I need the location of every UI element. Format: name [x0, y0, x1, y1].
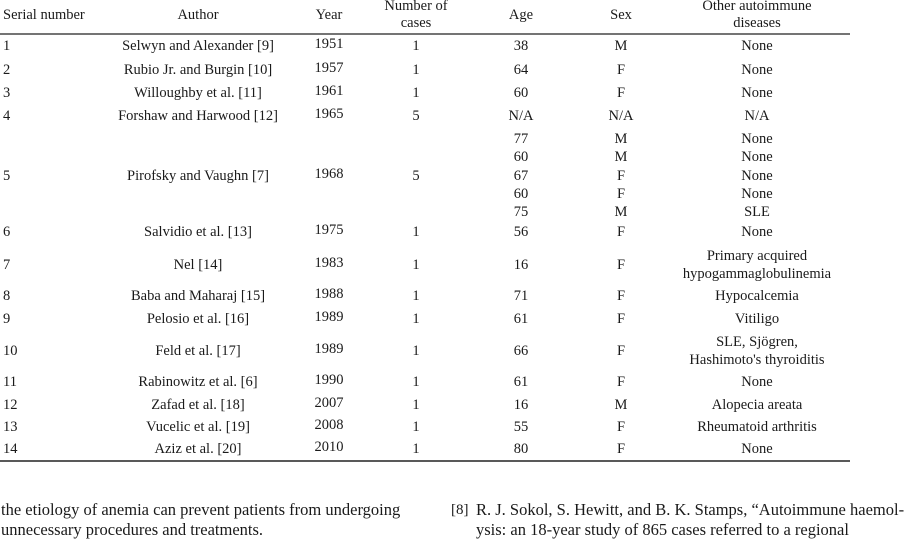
diseases-cell: N/A — [744, 108, 770, 124]
serial-number-cell: 4 — [3, 108, 11, 124]
header-year: Year — [315, 7, 343, 23]
sex-cell: F — [616, 62, 626, 78]
year-cell: 1961 — [314, 83, 344, 99]
cases-cell: 5 — [412, 167, 420, 184]
age-cell: 60 — [513, 185, 529, 202]
serial-number-cell: 5 — [3, 167, 11, 184]
header-number-of-cases-line2: cases — [400, 15, 432, 31]
author-cell: Willoughby et al. [11] — [134, 85, 262, 101]
diseases-cell: None — [741, 38, 773, 54]
author-cell: Vucelic et al. [19] — [146, 419, 250, 435]
year-cell: 2010 — [314, 439, 344, 455]
header-other-diseases-line1: Other autoimmune — [702, 0, 812, 14]
header-author: Author — [177, 7, 219, 23]
serial-number-cell: 13 — [3, 419, 18, 435]
reference-line-2: ysis: an 18-year study of 865 cases referred to a regional — [476, 520, 849, 539]
sex-cell: M — [614, 131, 628, 147]
cases-cell: 1 — [412, 374, 420, 390]
age-cell: 60 — [513, 85, 529, 101]
age-cell: 64 — [513, 62, 529, 78]
serial-number-cell: 3 — [3, 85, 11, 101]
author-cell: Salvidio et al. [13] — [144, 224, 252, 240]
diseases-cell: None — [741, 131, 773, 147]
year-cell: 1988 — [314, 286, 344, 302]
cases-cell: 1 — [412, 441, 420, 457]
diseases-cell: Hashimoto's thyroiditis — [689, 352, 825, 368]
diseases-cell: Vitiligo — [734, 311, 780, 327]
author-cell: Aziz et al. [20] — [154, 441, 242, 457]
serial-number-cell: 12 — [3, 397, 18, 413]
year-cell: 1957 — [314, 60, 344, 76]
year-cell: 2008 — [314, 417, 344, 433]
cases-cell: 1 — [412, 62, 420, 78]
age-cell: 60 — [513, 149, 529, 166]
serial-number-cell: 11 — [3, 374, 17, 390]
serial-number-cell: 9 — [3, 311, 11, 327]
diseases-cell: None — [741, 62, 773, 78]
diseases-cell: SLE, Sjögren, — [716, 334, 798, 350]
diseases-cell: hypogammaglobulinemia — [682, 266, 832, 282]
serial-number-cell: 6 — [3, 224, 11, 240]
diseases-cell: None — [741, 167, 773, 184]
year-cell: 1989 — [314, 341, 344, 357]
author-cell: Zafad et al. [18] — [151, 397, 245, 413]
age-cell: 38 — [513, 38, 529, 54]
diseases-cell: None — [741, 441, 773, 457]
sex-cell: N/A — [608, 108, 634, 124]
sex-cell: F — [616, 185, 626, 202]
cases-cell: 1 — [412, 419, 420, 435]
author-cell: Feld et al. [17] — [155, 343, 241, 359]
sex-cell: F — [616, 224, 626, 240]
sex-cell: F — [616, 419, 626, 435]
diseases-cell: Primary acquired — [706, 248, 808, 264]
reference-number: [8] — [451, 502, 469, 518]
body-paragraph-line-1: the etiology of anemia can prevent patients from undergoing — [1, 500, 401, 519]
serial-number-cell: 14 — [3, 441, 18, 457]
sex-cell: M — [614, 38, 628, 54]
age-cell: N/A — [508, 108, 534, 124]
header-age: Age — [508, 7, 534, 23]
cases-cell: 1 — [412, 397, 420, 413]
author-cell: Rubio Jr. and Burgin [10] — [123, 62, 273, 78]
diseases-cell: None — [741, 185, 773, 202]
author-cell: Rabinowitz et al. [6] — [138, 374, 258, 390]
serial-number-cell: 1 — [3, 38, 11, 54]
diseases-cell: Alopecia areata — [711, 397, 803, 413]
sex-cell: F — [616, 311, 626, 327]
cases-cell: 1 — [412, 343, 420, 359]
age-cell: 61 — [513, 311, 529, 327]
age-cell: 56 — [513, 224, 529, 240]
age-cell: 77 — [513, 131, 529, 147]
author-cell: Forshaw and Harwood [12] — [118, 108, 278, 124]
year-cell: 1965 — [314, 106, 344, 122]
sex-cell: F — [616, 288, 626, 304]
header-number-of-cases-line1: Number of — [384, 0, 448, 14]
year-cell: 1968 — [314, 165, 344, 182]
author-cell: Baba and Maharaj [15] — [130, 288, 266, 304]
sex-cell: M — [614, 397, 628, 413]
author-cell: Pirofsky and Vaughn [7] — [127, 167, 269, 184]
author-cell: Nel [14] — [173, 257, 223, 273]
diseases-cell: SLE — [744, 204, 770, 221]
author-cell: Selwyn and Alexander [9] — [122, 38, 274, 54]
diseases-cell: None — [741, 85, 773, 101]
serial-number-cell: 2 — [3, 62, 11, 78]
serial-number-cell: 7 — [3, 257, 11, 273]
sex-cell: F — [616, 85, 626, 101]
serial-number-cell: 10 — [3, 343, 18, 359]
sex-cell: F — [616, 441, 626, 457]
age-cell: 16 — [513, 257, 529, 273]
cases-cell: 1 — [412, 38, 420, 54]
sex-cell: F — [616, 374, 626, 390]
age-cell: 80 — [513, 441, 529, 457]
cases-cell: 5 — [412, 108, 420, 124]
age-cell: 71 — [513, 288, 529, 304]
author-cell: Pelosio et al. [16] — [146, 311, 250, 327]
age-cell: 16 — [513, 397, 529, 413]
age-cell: 67 — [513, 167, 529, 184]
age-cell: 75 — [513, 204, 529, 221]
serial-number-cell: 8 — [3, 288, 11, 304]
cases-cell: 1 — [412, 288, 420, 304]
cases-cell: 1 — [412, 85, 420, 101]
diseases-cell: None — [741, 149, 773, 166]
sex-cell: M — [614, 149, 628, 166]
year-cell: 1951 — [314, 36, 344, 52]
diseases-cell: Hypocalcemia — [715, 288, 799, 304]
diseases-cell: Rheumatoid arthritis — [697, 419, 817, 435]
reference-line-1: R. J. Sokol, S. Hewitt, and B. K. Stamps, “Autoimmune haemol- — [476, 500, 904, 519]
age-cell: 61 — [513, 374, 529, 390]
cases-cell: 1 — [412, 257, 420, 273]
sex-cell: F — [616, 257, 626, 273]
sex-cell: F — [616, 343, 626, 359]
cases-cell: 1 — [412, 311, 420, 327]
header-sex: Sex — [610, 7, 632, 23]
age-cell: 55 — [513, 419, 529, 435]
body-paragraph-line-2: unnecessary procedures and treatments. — [1, 520, 264, 539]
year-cell: 1975 — [314, 222, 344, 238]
diseases-cell: None — [741, 224, 773, 240]
header-other-diseases-line2: diseases — [733, 15, 781, 31]
sex-cell: F — [616, 167, 626, 184]
header-serial-number: Serial number — [3, 7, 85, 23]
year-cell: 1989 — [314, 309, 344, 325]
age-cell: 66 — [513, 343, 529, 359]
year-cell: 1990 — [314, 372, 344, 388]
diseases-cell: None — [741, 374, 773, 390]
year-cell: 1983 — [314, 255, 344, 271]
year-cell: 2007 — [314, 395, 344, 411]
sex-cell: M — [614, 204, 628, 221]
cases-cell: 1 — [412, 224, 420, 240]
